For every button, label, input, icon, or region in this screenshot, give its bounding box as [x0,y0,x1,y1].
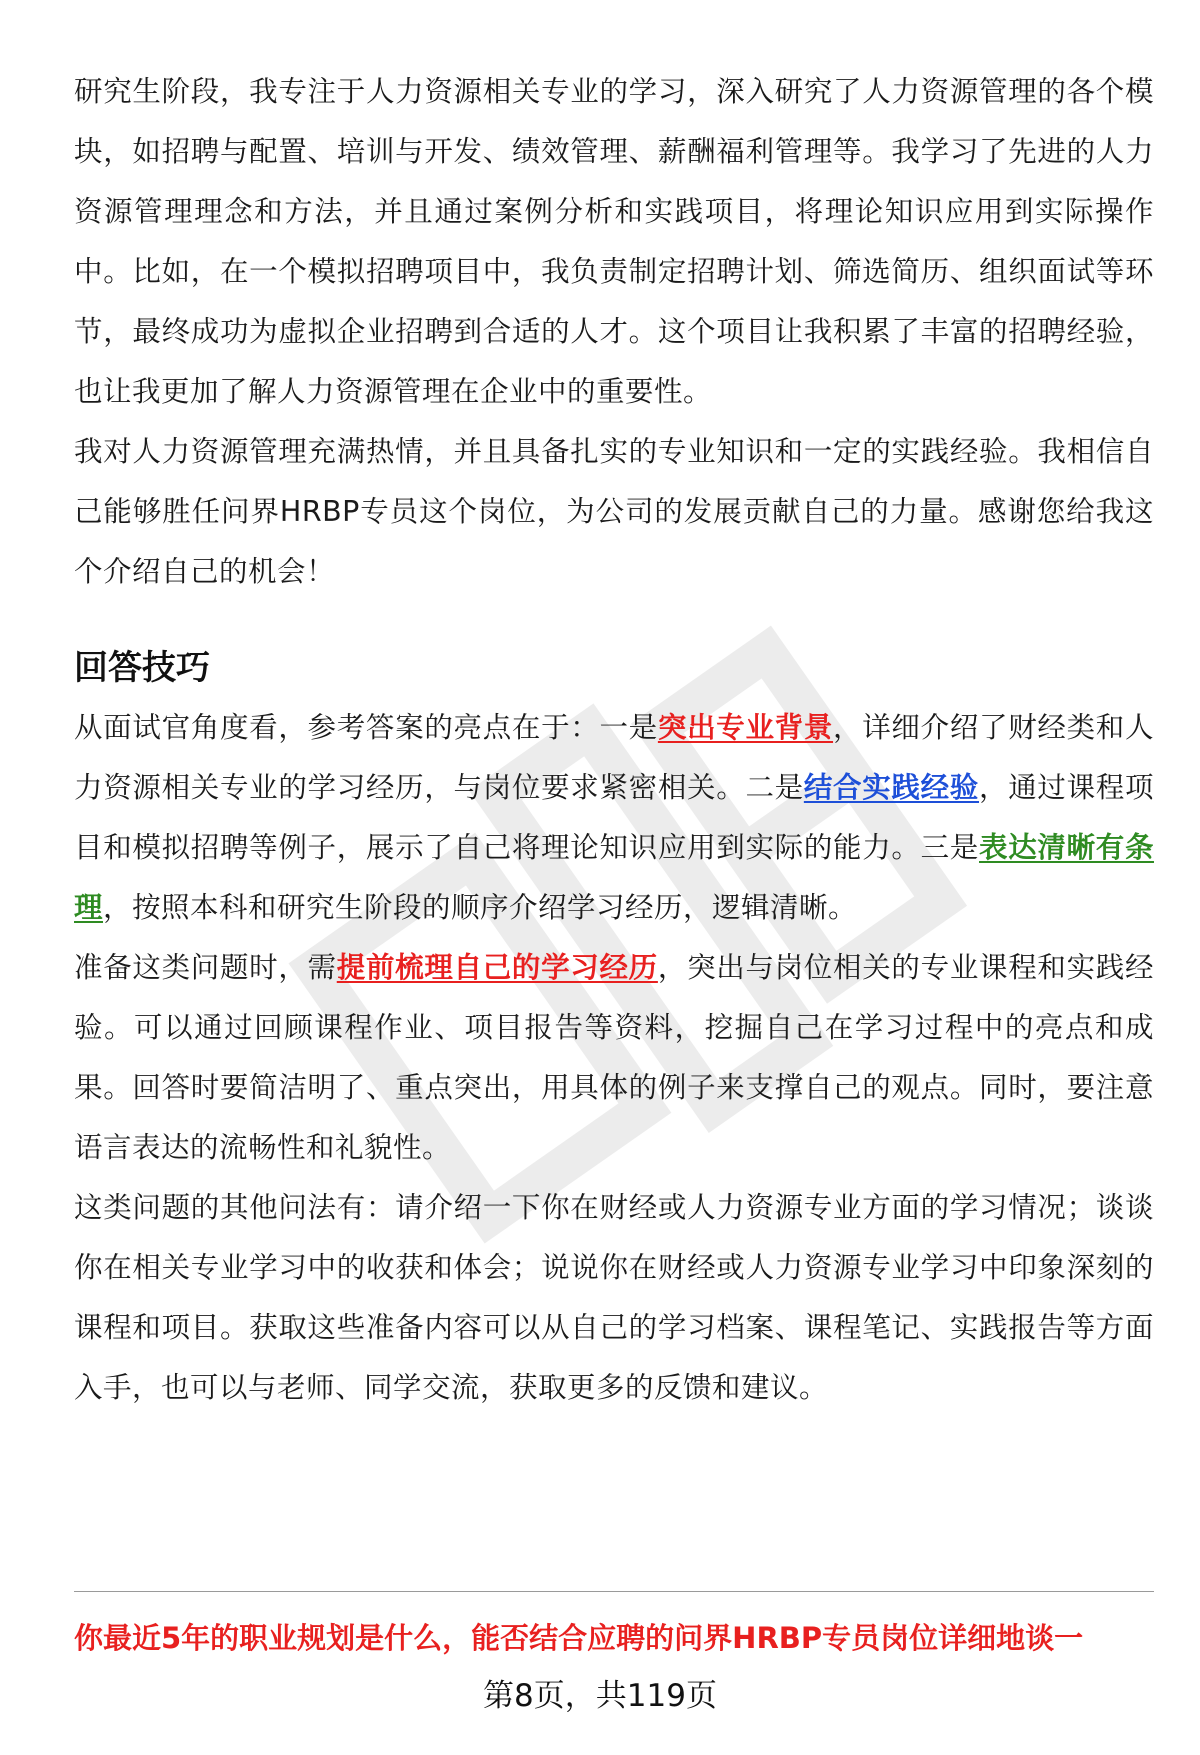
main-content [74,62,1154,1418]
tips-text: 准备这类问题时，需 [74,951,337,984]
next-question-heading: 你最近5年的职业规划是什么，能否结合应聘的问界HRBP专员岗位详细地谈一 [74,1621,1084,1655]
tips-text: ，详细介绍了财经类和人力资源相关专业的学习经历，与岗位要求紧密相关。二是 [74,711,1154,804]
page-number: 第8页，共119页 [483,1678,717,1714]
tips-text: 从面试官角度看，参考答案的亮点在于：一是 [74,711,658,744]
tips-paragraph-1 [74,698,1154,938]
tips-text: ，突出与岗位相关的专业课程和实践经验。可以通过回顾课程作业、项目报告等资料，挖掘自己在学习过程中的亮点和成果。回答时要简洁明了、重点突出，用具体的例子来支撑自己的观点。同时，要注意语言表达的流畅性和礼貌性。 [74,951,1154,1164]
answer-paragraph-1: 研究生阶段，我专注于人力资源相关专业的学习，深入研究了人力资源管理的各个模块，如招聘与配置、培训与开发、绩效管理、薪酬福利管理等。我学习了先进的人力资源管理理念和方法，并且通过案例分析和实践项目，将理论知识应用到实际操作中。比如，在一个模拟招聘项目中，我负责制定招聘计划、筛选简历、组织面试等环节，最终成功为虚拟企业招聘到合适的人才。这个项目让我积累了丰富的招聘经验，也让我更加了解人力资源管理在企业中的重要性。 [74,75,1154,408]
answer-paragraph-2: 我对人力资源管理充满热情，并且具备扎实的专业知识和一定的实践经验。我相信自己能够胜任问界HRBP专员这个岗位，为公司的发展贡献自己的力量。感谢您给我这个介绍自己的机会！ [74,435,1154,588]
highlight-clear-expression: 表达清晰有条理 [74,831,1154,924]
section-heading: 回答技巧 [74,648,210,688]
tips-text: ，通过课程项目和模拟招聘等例子，展示了自己将理论知识应用到实际的能力。三是 [74,771,1154,864]
tips-paragraph-3: 这类问题的其他问法有：请介绍一下你在财经或人力资源专业方面的学习情况；谈谈你在相关专业学习中的收获和体会；说说你在财经或人力资源专业学习中印象深刻的课程和项目。获取这些准备内容可以从自己的学习档案、课程笔记、实践报告等方面入手，也可以与老师、同学交流，获取更多的反馈和建议。 [74,1191,1154,1404]
highlight-review-learning: 提前梳理自己的学习经历 [336,951,658,984]
section-divider [74,1591,1154,1592]
highlight-professional-background: 突出专业背景 [657,711,834,744]
tips-paragraph-2 [74,938,1154,1178]
tips-text: ，按照本科和研究生阶段的顺序介绍学习经历，逻辑清晰。 [103,891,858,924]
highlight-practical-experience: 结合实践经验 [803,771,980,804]
